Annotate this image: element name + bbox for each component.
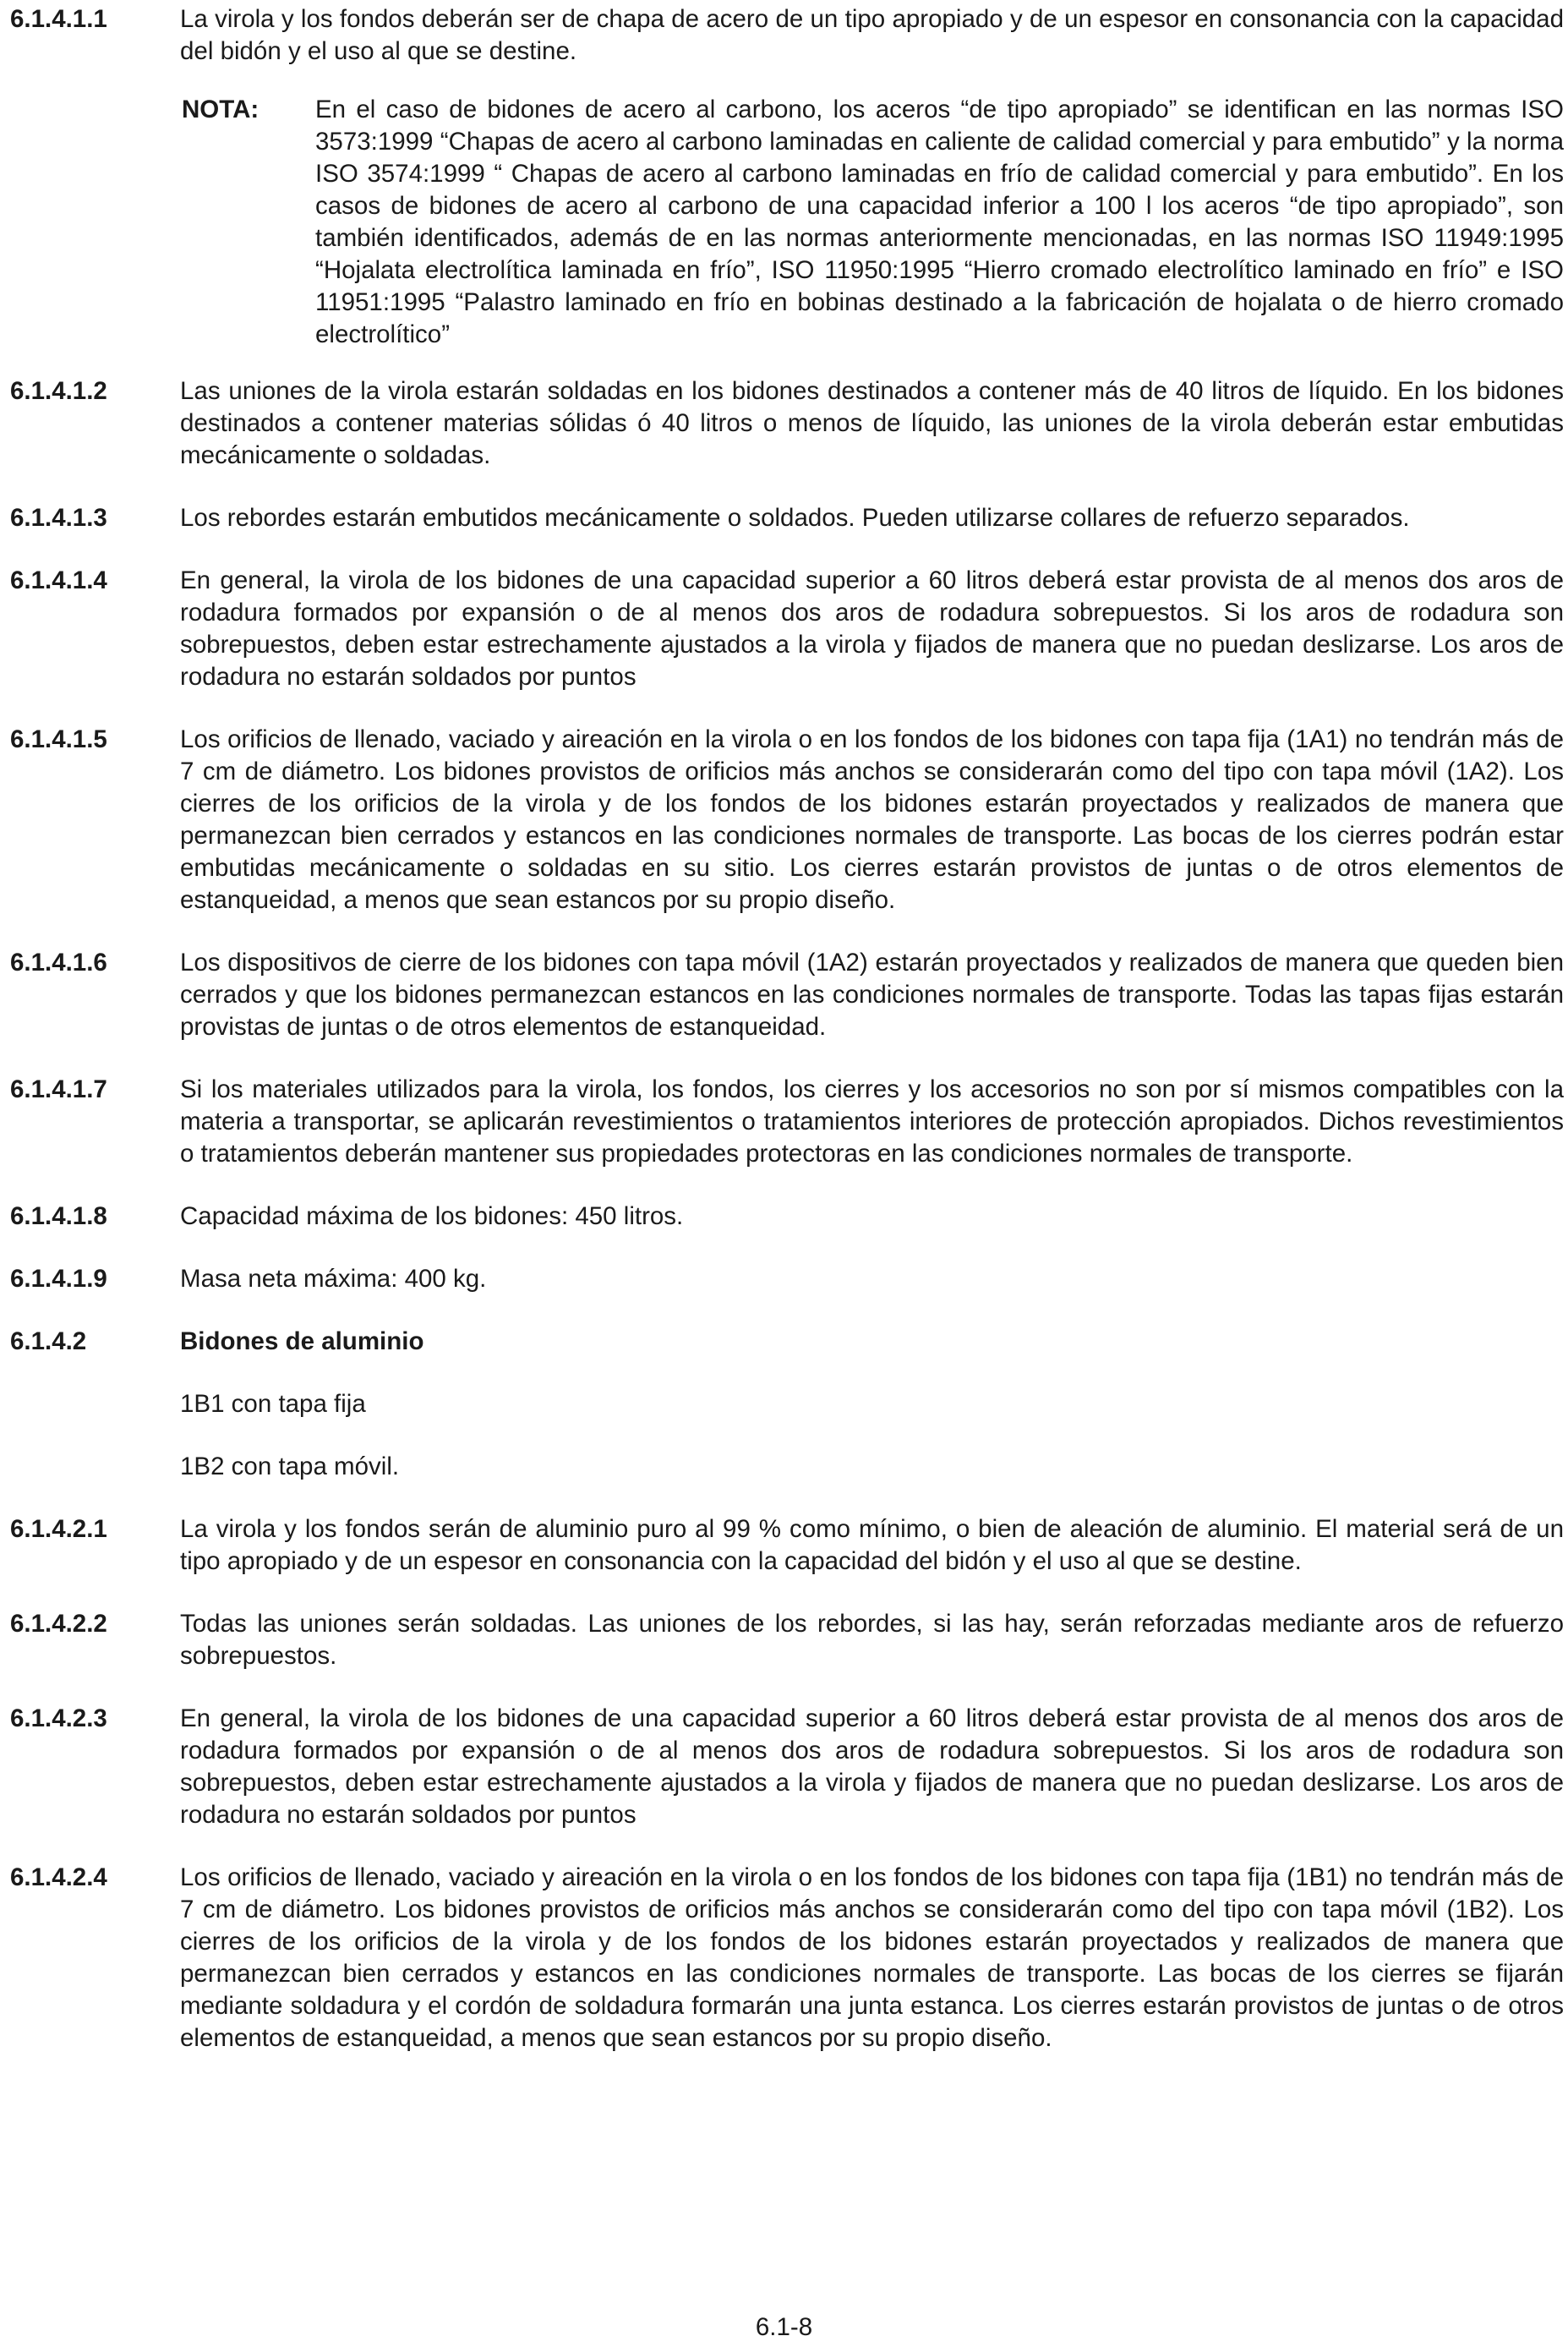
paragraph-number: 6.1.4.1.7 xyxy=(10,1075,107,1103)
paragraph-text: Si los materiales utilizados para la virola, los fondos, los cierres y los accesorios no son por sí mismos compatibles con la materia a transportar, se aplicarán revestimientos o tratamientos interiores de protección apropiados. Dichos revestimientos o tratamientos deberán mantener sus propiedades protectoras en las condiciones normales de transporte. xyxy=(180,1075,1564,1168)
section-heading-6-1-4-2 xyxy=(10,1326,1564,1358)
paragraph-number: 6.1.4.1.2 xyxy=(10,377,107,405)
paragraph-text: Todas las uniones serán soldadas. Las uniones de los rebordes, si las hay, serán reforzadas mediante aros de refuerzo sobrepuestos. xyxy=(180,1610,1564,1670)
paragraph-number: 6.1.4.1.8 xyxy=(10,1202,107,1230)
paragraph-6-1-4-2-3 xyxy=(10,1703,1564,1831)
paragraph-6-1-4-1-9 xyxy=(10,1263,1564,1295)
paragraph-text: Las uniones de la virola estarán soldadas en los bidones destinados a contener más de 40 litros de líquido. En los bidones destinados a contener materias sólidas ó 40 litros o menos de líquido, las uniones de la virola deberán estar embutidas mecánicamente o soldadas. xyxy=(180,377,1564,469)
paragraph-6-1-4-2-1 xyxy=(10,1513,1564,1578)
paragraph-6-1-4-2-4 xyxy=(10,1862,1564,2054)
paragraph-number: 6.1.4.1.5 xyxy=(10,725,107,753)
section-title: Bidones de aluminio xyxy=(180,1327,424,1355)
list-item: 1B1 con tapa fija xyxy=(180,1390,366,1418)
paragraph-number: 6.1.4.1.3 xyxy=(10,504,107,532)
paragraph-text: Los dispositivos de cierre de los bidones con tapa móvil (1A2) estarán proyectados y realizados de manera que queden bien cerrados y que los bidones permanezcan estancos en las condiciones normales de transporte. Todas las tapas fijas estarán provistas de juntas o de otros elementos de estanqueidad. xyxy=(180,949,1564,1041)
paragraph-text: Masa neta máxima: 400 kg. xyxy=(180,1265,487,1293)
paragraph-6-1-4-1-6 xyxy=(10,947,1564,1043)
note-block xyxy=(182,94,1564,351)
paragraph-6-1-4-1-1 xyxy=(10,3,1564,68)
paragraph-text: Los orificios de llenado, vaciado y aireación en la virola o en los fondos de los bidones con tapa fija (1A1) no tendrán más de 7 cm de diámetro. Los bidones provistos de orificios más anchos se considerarán como del tipo con tapa móvil (1A2). Los cierres de los orificios de la virola y de los fondos de los bidones estarán proyectados y realizados de manera que permanezcan bien cerrados y estancos en las condiciones normales de transporte. Las bocas de los cierres podrán estar embutidas mecánicamente o soldadas en su sitio. Los cierres estarán provistos de juntas o de otros elementos de estanqueidad, a menos que sean estancos por su propio diseño. xyxy=(180,725,1564,914)
page-number: 6.1-8 xyxy=(755,2313,813,2341)
paragraph-number: 6.1.4.2.2 xyxy=(10,1610,107,1638)
paragraph-6-1-4-1-7 xyxy=(10,1074,1564,1170)
paragraph-number: 6.1.4.1.9 xyxy=(10,1265,107,1293)
paragraph-text: En general, la virola de los bidones de una capacidad superior a 60 litros deberá estar provista de al menos dos aros de rodadura formados por expansión o de al menos dos aros de rodadura sobrepuestos. Si los aros de rodadura son sobrepuestos, deben estar estrechamente ajustados a la virola y fijados de manera que no puedan deslizarse. Los aros de rodadura no estarán soldados por puntos xyxy=(180,566,1564,691)
paragraph-text: La virola y los fondos serán de aluminio puro al 99 % como mínimo, o bien de aleación de aluminio. El material será de un tipo apropiado y de un espesor en consonancia con la capacidad del bidón y el uso al que se destine. xyxy=(180,1515,1564,1575)
paragraph-6-1-4-1-5 xyxy=(10,724,1564,916)
note-text: En el caso de bidones de acero al carbono, los aceros “de tipo apropiado” se identifican en las normas ISO 3573:1999 “Chapas de acero al carbono laminadas en caliente de calidad comercial y para embutido” y la norma ISO 3574:1999 “ Chapas de acero al carbono laminadas en frío de calidad comercial y para embutido”. En los casos de bidones de acero al carbono de una capacidad inferior a 100 l los aceros “de tipo apropiado”, son también identificados, además de en las normas anteriormente mencionadas, en las normas ISO 11949:1995 “Hojalata electrolítica laminada en frío”, ISO 11950:1995 “Hierro cromado electrolítico laminado en frío” e ISO 11951:1995 “Palastro laminado en frío en bobinas destinado a la fabricación de hojalata o de hierro cromado electrolítico” xyxy=(315,96,1564,348)
paragraph-number: 6.1.4.1.1 xyxy=(10,5,107,33)
paragraph-number: 6.1.4.2.4 xyxy=(10,1863,107,1891)
paragraph-6-1-4-1-4 xyxy=(10,565,1564,693)
paragraph-6-1-4-1-8 xyxy=(10,1201,1564,1233)
paragraph-text: Los orificios de llenado, vaciado y aireación en la virola o en los fondos de los bidones con tapa fija (1B1) no tendrán más de 7 cm de diámetro. Los bidones provistos de orificios más anchos se considerarán como del tipo con tapa móvil (1B2). Los cierres de los orificios de la virola y de los fondos de los bidones estarán proyectados y realizados de manera que permanezcan bien cerrados y estancos en las condiciones normales de transporte. Las bocas de los cierres se fijarán mediante soldadura y el cordón de soldadura formarán una junta estanca. Los cierres estarán provistos de juntas o de otros elementos de estanqueidad, a menos que sean estancos por su propio diseño. xyxy=(180,1863,1564,2052)
list-item: 1B2 con tapa móvil. xyxy=(180,1453,400,1480)
paragraph-number: 6.1.4.1.6 xyxy=(10,949,107,977)
paragraph-number: 6.1.4.2.1 xyxy=(10,1515,107,1543)
paragraph-text: Los rebordes estarán embutidos mecánicamente o soldados. Pueden utilizarse collares de refuerzo separados. xyxy=(180,504,1410,532)
paragraph-text: En general, la virola de los bidones de una capacidad superior a 60 litros deberá estar provista de al menos dos aros de rodadura formados por expansión o de al menos dos aros de rodadura sobrepuestos. Si los aros de rodadura son sobrepuestos, deben estar estrechamente ajustados a la virola y fijados de manera que no puedan deslizarse. Los aros de rodadura no estarán soldados por puntos xyxy=(180,1704,1564,1829)
paragraph-6-1-4-2-2 xyxy=(10,1608,1564,1672)
paragraph-number: 6.1.4.2.3 xyxy=(10,1704,107,1732)
paragraph-text: La virola y los fondos deberán ser de chapa de acero de un tipo apropiado y de un espesor en consonancia con la capacidad del bidón y el uso al que se destine. xyxy=(180,5,1564,65)
note-label: NOTA: xyxy=(182,96,260,123)
paragraph-number: 6.1.4.1.4 xyxy=(10,566,107,594)
paragraph-6-1-4-1-3 xyxy=(10,502,1564,534)
document-page xyxy=(10,0,1564,2347)
paragraph-6-1-4-1-2 xyxy=(10,375,1564,472)
paragraph-text: Capacidad máxima de los bidones: 450 litros. xyxy=(180,1202,684,1230)
section-number: 6.1.4.2 xyxy=(10,1327,87,1355)
